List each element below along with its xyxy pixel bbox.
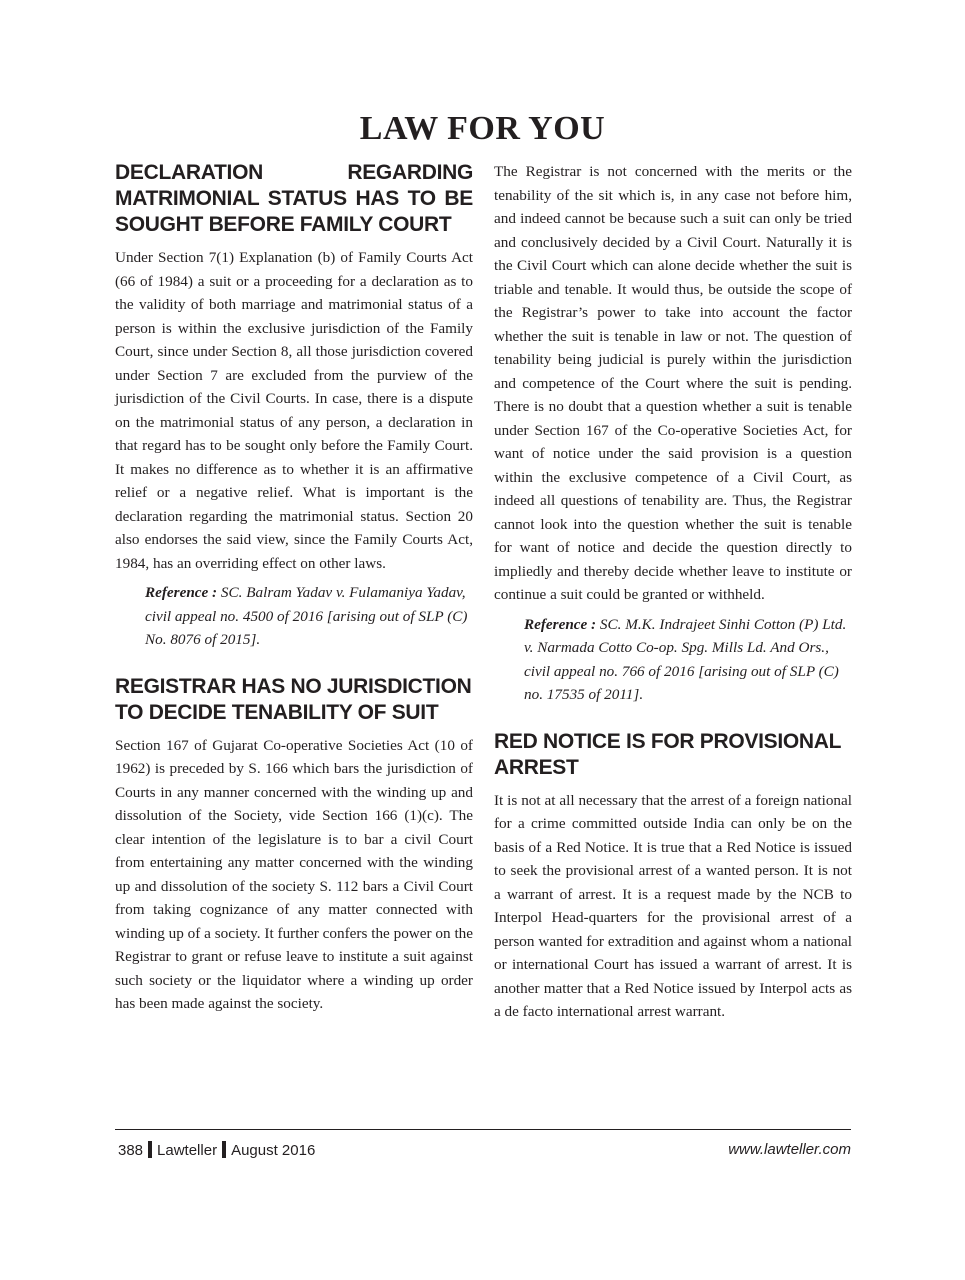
- registrar-reference: [524, 613, 852, 707]
- page-title: LAW FOR YOU: [359, 110, 606, 147]
- footer-rule: [115, 1129, 851, 1130]
- page-number: 388: [118, 1142, 144, 1159]
- matrimonial-reference: [145, 581, 473, 652]
- footer-separator: [148, 1141, 152, 1158]
- red-notice-body: It is not at all necessary that the arrest of a foreign national for a crime committed outside India can only be on the basis of a Red Notice. It is true that a Red Notice is issued to seek the provisional arrest of a wanted person. It is not a warrant of arrest. It is a request made by the NCB to Interpol Head-quarters for the provisional arrest of a person wanted for extradition and against whom a national or international Court has issued a warrant of arrest. It is another matter that a Red Notice issued by Interpol acts as a de facto international arrest warrant.: [494, 791, 852, 1020]
- left-column: [115, 160, 473, 1016]
- issue-date: August 2016: [231, 1142, 316, 1159]
- registrar-heading: REGISTRAR HAS NO JURISDICTION TO DECIDE TENABILITY OF SUIT: [115, 674, 472, 724]
- registrar-body-right: The Registrar is not concerned with the merits or the tenability of the sit which is, in any case not before him, and indeed cannot be because such a suit can only be tried and conclusively decided by a Civil Court. Naturally it is the Civil Court which can alone decide whether the suit is triable and tenable. It would thus, be outside the scope of the Registrar’s power to take into account the factor whether the suit is tenable in law or not. The question of tenability being judicial is purely within the jurisdiction and competence of the Court where the suit is pending. There is no doubt that a question whether a suit is tenable under Section 167 of the Co-operative Societies Act, for want of notice under the said provision is a question within the exclusive competence of a Civil Court, as indeed all questions of tenability are. Thus, the Registrar cannot look into the question whether the suit is tenable for want of notice and decide the question directly to impliedly and thereby decide whether leave to institute or continue a suit could be granted or withheld.: [494, 163, 852, 603]
- publication-name: Lawteller: [157, 1142, 218, 1159]
- matrimonial-body: Under Section 7(1) Explanation (b) of Family Courts Act (66 of 1984) a suit or a proceeding for a declaration as to the validity of both marriage and matrimonial status of a person is within the exclusive jurisdiction of the Family Court, since under Section 8, all those jurisdiction covered under Section 7 are excluded from the purview of the jurisdiction of the Civil Courts. In case, there is a dispute on the matrimonial status of any person, a declaration in that regard has to be sought only before the Family Court. It makes no difference as to whether it is an affirmative relief or a negative relief. What is important is the declaration regarding the matrimonial status. Section 20 also endorses the said view, since the Family Courts Act, 1984, has an overriding effect on other laws.: [115, 249, 473, 572]
- footer-separator: [222, 1141, 226, 1158]
- red-notice-heading: RED NOTICE IS FOR PROVISIONAL ARREST: [494, 729, 841, 779]
- registrar-body-left: Section 167 of Gujarat Co-operative Societies Act (10 of 1962) is preceded by S. 166 which bars the jurisdiction of Courts in any manner concerned with the winding up and dissolution of the Society, vide Section 166 (1)(c). The clear intention of the legislature is to bar a civil Court from entertaining any matter concerned with the winding up and dissolution of the society S. 112 bars a Civil Court from taking cognizance of any matter connected with winding up of a society. It further confers the power on the Registrar to grant or refuse leave to institute a suit against such society or the liquidator where a winding up order has been made against the society.: [115, 736, 473, 1012]
- matrimonial-heading: DECLARATION REGARDING MATRIMONIAL STATUS HAS TO BE SOUGHT BEFORE FAMILY COURT: [115, 161, 473, 236]
- page-footer: [118, 1141, 851, 1159]
- reference-label: Reference :: [145, 584, 218, 601]
- website-link[interactable]: www.lawteller.com: [728, 1141, 851, 1158]
- right-column: [494, 160, 852, 1024]
- reference-label: Reference :: [524, 615, 597, 633]
- reference-text: SC. M.K. Indrajeet Sinhi Cotton (P) Ltd. v. Narmada Cotto Co-op. Spg. Mills Ld. And Ors., civil appeal no. 766 of 2016 [arising out of SLP (C) no. 17535 of 2011].: [524, 615, 847, 703]
- reference-text: SC. Balram Yadav v. Fulamaniya Yadav, civil appeal no. 4500 of 2016 [arising out of SLP (C) No. 8076 of 2015].: [145, 584, 468, 648]
